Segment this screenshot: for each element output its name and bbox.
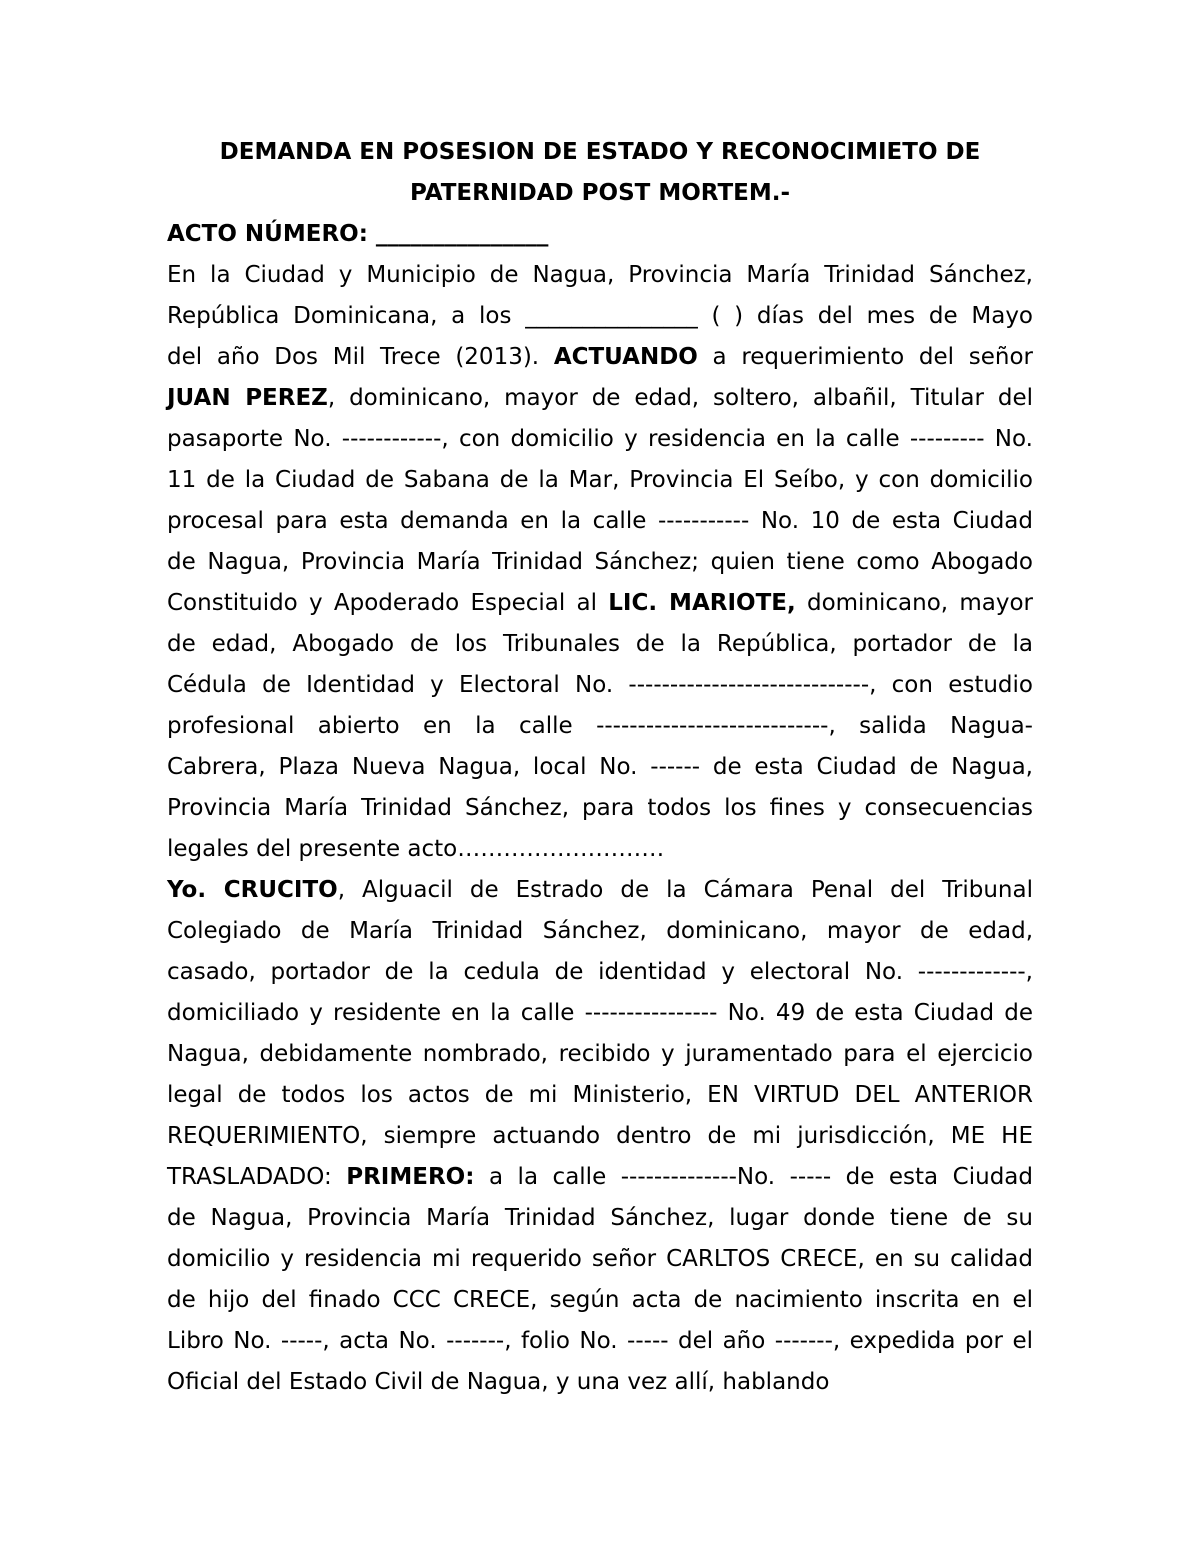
document-body bbox=[167, 132, 1033, 1403]
bold-text: PRIMERO: bbox=[346, 1164, 475, 1190]
text-segment: procesal para esta demanda en la calle ----------- No. 10 de esta Ciudad bbox=[167, 508, 1033, 534]
paragraph-requirement-line bbox=[167, 788, 1033, 829]
paragraph-requirement-line bbox=[167, 706, 1033, 747]
paragraph-bailiff-line bbox=[167, 1280, 1033, 1321]
paragraph-requirement-line bbox=[167, 747, 1033, 788]
text-segment: Colegiado de María Trinidad Sánchez, dominicano, mayor de edad, bbox=[167, 918, 1033, 944]
paragraph-requirement-line bbox=[167, 624, 1033, 665]
text-segment: de edad, Abogado de los Tribunales de la República, portador de la bbox=[167, 631, 1033, 657]
paragraph-bailiff-line bbox=[167, 1034, 1033, 1075]
paragraph-bailiff-line bbox=[167, 993, 1033, 1034]
paragraph-requirement-line bbox=[167, 501, 1033, 542]
text-segment: de Nagua, Provincia María Trinidad Sánchez; quien tiene como Abogado bbox=[167, 549, 1033, 575]
paragraph-requirement-line bbox=[167, 583, 1033, 624]
text-segment: Cabrera, Plaza Nueva Nagua, local No. ------ de esta Ciudad de Nagua, bbox=[167, 754, 1033, 780]
paragraph-bailiff-line bbox=[167, 1239, 1033, 1280]
text-segment: profesional abierto en la calle ----------------------------, salida Nagua- bbox=[167, 713, 1033, 739]
text-segment: , dominicano, mayor de edad, soltero, albañil, Titular del bbox=[327, 385, 1033, 411]
paragraph-requirement-line bbox=[167, 460, 1033, 501]
text-segment: República Dominicana, a los _______________ ( ) días del mes de Mayo bbox=[167, 303, 1033, 329]
paragraph-requirement bbox=[167, 255, 1033, 870]
text-segment: Libro No. -----, acta No. -------, folio No. ----- del año -------, expedida por el bbox=[167, 1328, 1033, 1354]
paragraph-bailiff-line bbox=[167, 1157, 1033, 1198]
text-segment: casado, portador de la cedula de identidad y electoral No. -------------, bbox=[167, 959, 1033, 985]
text-segment: Cédula de Identidad y Electoral No. -----------------------------, con estudio bbox=[167, 672, 1033, 698]
text-segment: REQUERIMIENTO, siempre actuando dentro de mi jurisdicción, ME HE bbox=[167, 1123, 1033, 1149]
paragraph-requirement-line bbox=[167, 378, 1033, 419]
bold-text: JUAN PEREZ bbox=[167, 385, 328, 411]
text-segment: a la calle --------------No. ----- de esta Ciudad bbox=[474, 1164, 1033, 1190]
paragraph-requirement-line bbox=[167, 542, 1033, 583]
paragraph-requirement-line bbox=[167, 337, 1033, 378]
text-segment: Constituido y Apoderado Especial al bbox=[167, 590, 609, 616]
paragraph-requirement-line bbox=[167, 665, 1033, 706]
bold-text: Yo. CRUCITO bbox=[167, 877, 338, 903]
text-segment: , Alguacil de Estrado de la Cámara Penal del Tribunal bbox=[337, 877, 1033, 903]
paragraph-bailiff-line bbox=[167, 1116, 1033, 1157]
text-segment: del año Dos Mil Trece (2013). bbox=[167, 344, 554, 370]
text-segment: de Nagua, Provincia María Trinidad Sánchez, lugar donde tiene de su bbox=[167, 1205, 1033, 1231]
text-segment: legales del presente acto……………………… bbox=[167, 836, 665, 862]
text-segment: a requerimiento del señor bbox=[697, 344, 1033, 370]
text-segment: domicilio y residencia mi requerido señor CARLTOS CRECE, en su calidad bbox=[167, 1246, 1033, 1272]
paragraph-bailiff-line bbox=[167, 1362, 1033, 1403]
text-segment: Provincia María Trinidad Sánchez, para todos los fines y consecuencias bbox=[167, 795, 1033, 821]
paragraph-requirement-line bbox=[167, 296, 1033, 337]
text-segment: pasaporte No. ------------, con domicilio y residencia en la calle --------- No. bbox=[167, 426, 1033, 452]
paragraph-bailiff-line bbox=[167, 952, 1033, 993]
paragraph-bailiff bbox=[167, 870, 1033, 1403]
text-segment: de hijo del finado CCC CRECE, según acta de nacimiento inscrita en el bbox=[167, 1287, 1033, 1313]
document-title-line-2: PATERNIDAD POST MORTEM.- bbox=[409, 180, 791, 206]
bold-text: LIC. MARIOTE, bbox=[608, 590, 796, 616]
text-segment: Nagua, debidamente nombrado, recibido y juramentado para el ejercicio bbox=[167, 1041, 1033, 1067]
text-segment: 11 de la Ciudad de Sabana de la Mar, Provincia El Seíbo, y con domicilio bbox=[167, 467, 1033, 493]
paragraph-requirement-line bbox=[167, 419, 1033, 460]
text-segment: dominicano, mayor bbox=[795, 590, 1033, 616]
paragraph-bailiff-line bbox=[167, 911, 1033, 952]
paragraph-bailiff-line bbox=[167, 870, 1033, 911]
paragraph-bailiff-line bbox=[167, 1075, 1033, 1116]
text-segment: Oficial del Estado Civil de Nagua, y una vez allí, hablando bbox=[167, 1369, 830, 1395]
text-segment: En la Ciudad y Municipio de Nagua, Provincia María Trinidad Sánchez, bbox=[167, 262, 1033, 288]
paragraph-bailiff-line bbox=[167, 1198, 1033, 1239]
text-segment: TRASLADADO: bbox=[167, 1164, 347, 1190]
paragraph-bailiff-line bbox=[167, 1321, 1033, 1362]
document-title-line-1: DEMANDA EN POSESION DE ESTADO Y RECONOCIMIETO DE bbox=[219, 139, 981, 165]
paragraph-requirement-line bbox=[167, 829, 1033, 870]
text-segment: legal de todos los actos de mi Ministerio, EN VIRTUD DEL ANTERIOR bbox=[167, 1082, 1033, 1108]
text-segment: domiciliado y residente en la calle ---------------- No. 49 de esta Ciudad de bbox=[167, 1000, 1033, 1026]
act-number-line: ACTO NÚMERO: _______________ bbox=[167, 221, 549, 247]
bold-text: ACTUANDO bbox=[553, 344, 698, 370]
paragraph-requirement-line bbox=[167, 255, 1033, 296]
